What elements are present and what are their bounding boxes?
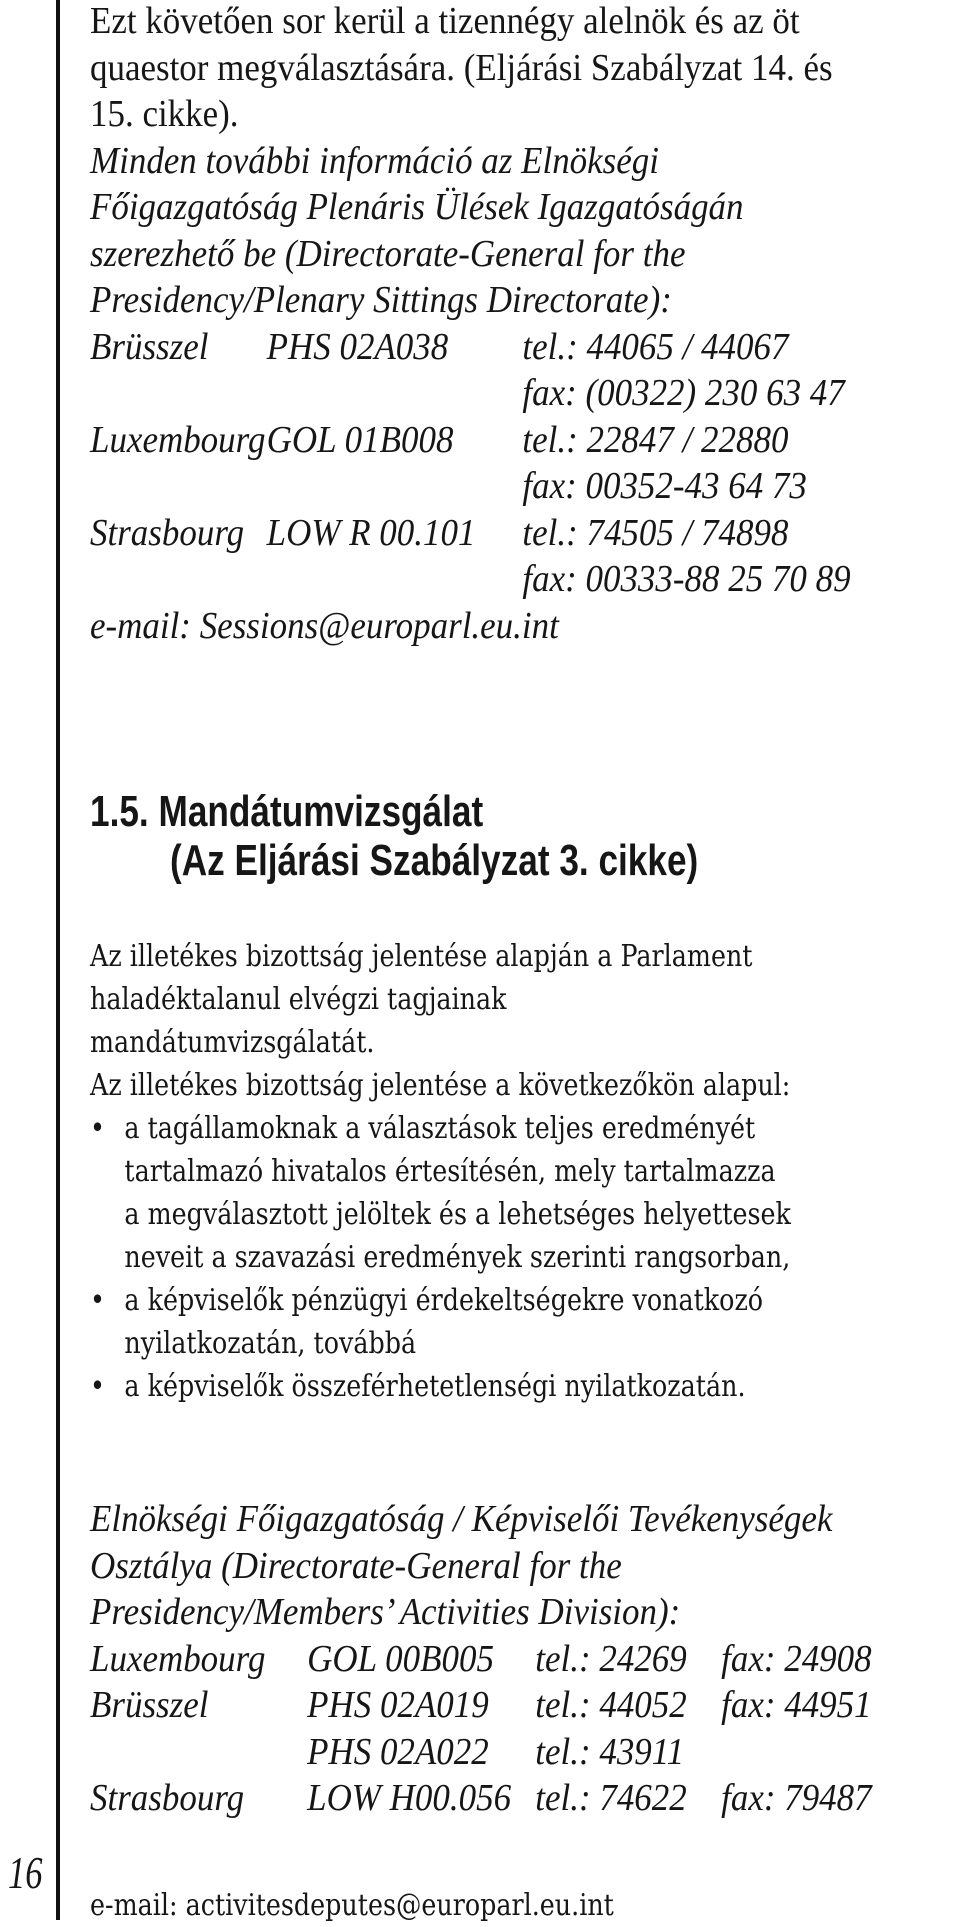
contact-tel: tel.: 22847 / 22880	[522, 418, 789, 461]
body-line: Az illetékes bizottság jelentése alapján a Parlament	[90, 939, 753, 973]
contact-city: Luxembourg	[90, 418, 266, 461]
contact-fax: fax: (00322) 230 63 47	[522, 372, 845, 414]
contact-row	[90, 1729, 872, 1776]
body-line: mandátumvizsgálatát.	[90, 1025, 375, 1059]
contact-row	[90, 417, 851, 464]
contact-tel: tel.: 44052	[535, 1684, 687, 1726]
email-line: e-mail: Sessions@europarl.eu.int	[90, 604, 559, 647]
division-line: Osztálya (Directorate-General for the	[90, 1544, 622, 1587]
intro-line: Ezt követően sor kerül a tizennégy alelnök és az öt	[90, 0, 800, 42]
contact-city: Brüsszel	[90, 1684, 209, 1726]
section-heading	[90, 787, 698, 885]
contact-row	[90, 1682, 872, 1729]
page-number: 16	[8, 1847, 43, 1898]
contact-fax: fax: 24908	[721, 1637, 872, 1680]
contact-fax: fax: 00333-88 25 70 89	[522, 558, 851, 600]
contact-row	[90, 1636, 872, 1683]
info-line: Minden további információ az Elnökségi	[90, 139, 659, 182]
intro-line: 15. cikke).	[90, 93, 239, 135]
division-line: Presidency/Members’ Activities Division):	[90, 1591, 681, 1633]
contact-office: LOW R 00.101	[266, 511, 476, 554]
contact-tel: tel.: 74622	[535, 1777, 687, 1819]
contact-office: GOL 00B005	[307, 1637, 494, 1680]
contact-office: PHS 02A022	[307, 1730, 489, 1773]
list-item	[90, 1279, 791, 1365]
contact-tel: tel.: 43911	[535, 1730, 685, 1773]
contact-tel: tel.: 74505 / 74898	[522, 511, 789, 554]
list-item-line: a megválasztott jelöltek és a lehetséges helyettesek	[124, 1197, 791, 1231]
contact-office: PHS 02A019	[307, 1684, 489, 1726]
list-item	[90, 1107, 791, 1279]
contact-office: PHS 02A038	[266, 325, 449, 368]
contact-fax: fax: 00352-43 64 73	[522, 465, 807, 507]
list-item-line: nyilatkozatán, továbbá	[124, 1326, 417, 1360]
contact-city	[90, 1729, 307, 1776]
contact-office: GOL 01B008	[266, 418, 454, 461]
contact-row	[90, 1775, 872, 1822]
info-line: szerezhető be (Directorate-General for the	[90, 232, 686, 275]
bullet-icon: •	[90, 1283, 105, 1317]
contact-tel: tel.: 44065 / 44067	[522, 325, 789, 368]
bullet-icon: •	[90, 1111, 105, 1145]
contact-city: Brüsszel	[90, 325, 209, 368]
contact-fax: fax: 79487	[721, 1777, 872, 1819]
division-line: Elnökségi Főigazgatóság / Képviselői Tevékenységek	[90, 1498, 833, 1540]
contact-tel: tel.: 24269	[535, 1637, 687, 1680]
contact-fax: fax: 44951	[721, 1684, 872, 1726]
list-item-line: a képviselők összeférhetetlenségi nyilatkozatán.	[124, 1369, 746, 1403]
contact-city: Strasbourg	[90, 1777, 245, 1819]
list-item-line: tartalmazó hivatalos értesítésén, mely tartalmazza	[124, 1154, 776, 1188]
margin-rule	[56, 0, 60, 1920]
list-item	[90, 1365, 791, 1408]
list-item-line: neveit a szavazási eredmények szerinti rangsorban,	[124, 1240, 791, 1274]
body-line: haladéktalanul elvégzi tagjainak	[90, 982, 507, 1016]
section-title: 1.5. Mandátumvizsgálat	[90, 787, 484, 836]
contact-city: Strasbourg	[90, 511, 245, 554]
section-body	[90, 935, 905, 1408]
contact-city: Luxembourg	[90, 1637, 266, 1680]
list-item-line: a képviselők pénzügyi érdekeltségekre vonatkozó	[124, 1283, 764, 1317]
info-line: Főigazgatóság Plenáris Ülések Igazgatóságán	[90, 186, 744, 228]
info-line: Presidency/Plenary Sittings Directorate):	[90, 279, 672, 321]
contact-office: LOW H00.056	[307, 1777, 512, 1819]
email-line: e-mail: activitesdeputes@europarl.eu.int	[90, 1888, 614, 1922]
intro-line: quaestor megválasztására. (Eljárási Szabályzat 14. és	[90, 46, 833, 89]
section-subtitle: (Az Eljárási Szabályzat 3. cikke)	[170, 836, 699, 885]
body-line: Az illetékes bizottság jelentése a következőkön alapul:	[90, 1068, 791, 1102]
list-item-line: a tagállamoknak a választások teljes eredményét	[124, 1111, 756, 1145]
division-block	[90, 1496, 940, 1922]
contact-row	[90, 324, 851, 371]
bullet-icon: •	[90, 1369, 105, 1403]
contact-row	[90, 510, 851, 557]
